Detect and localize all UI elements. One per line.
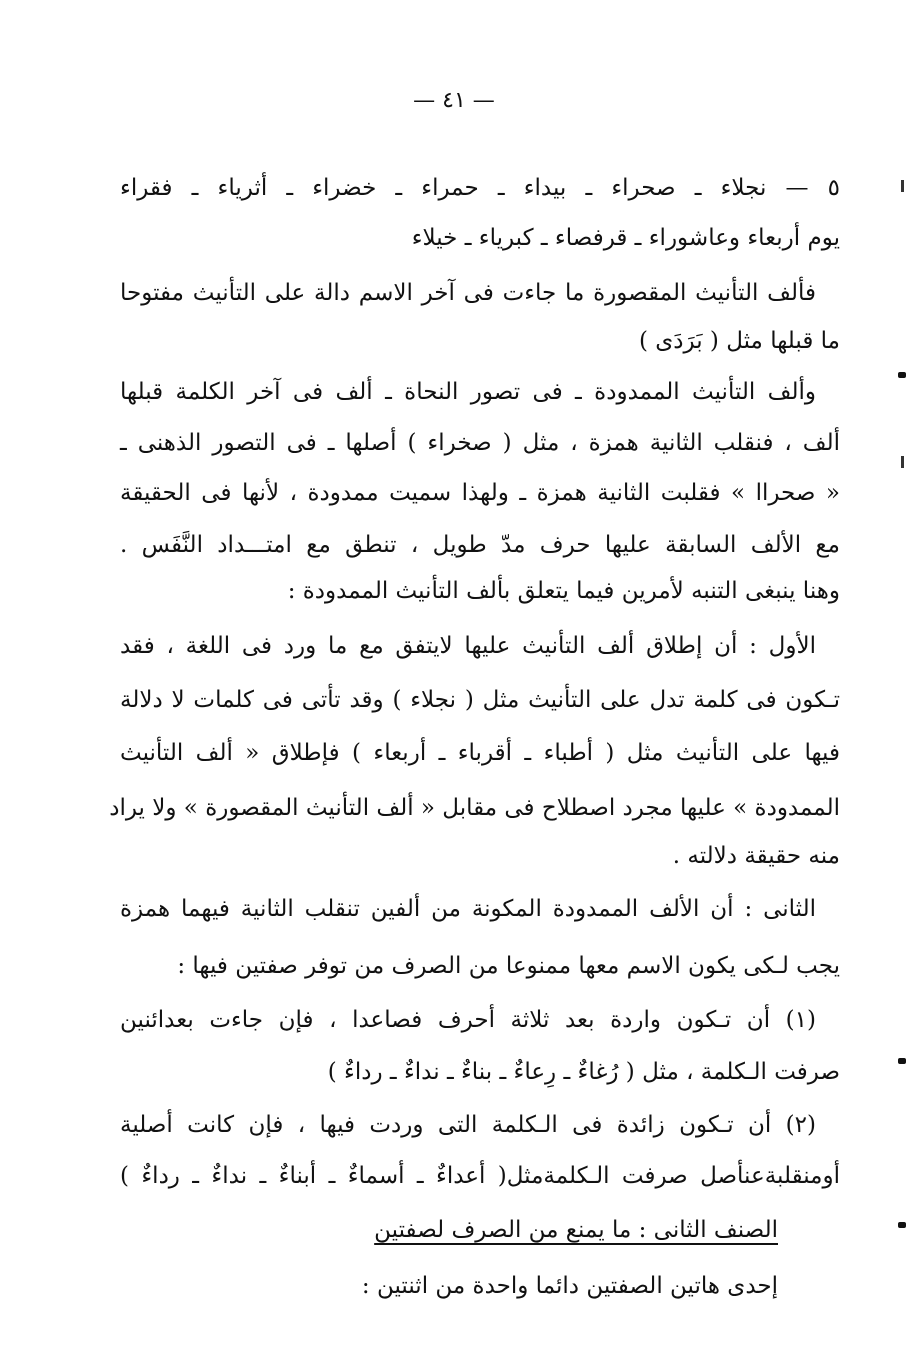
text-line-10: الأول : أن إطلاق ألف التأنيث عليها لايتفق مع ما ورد فى اللغة ، فقد — [120, 633, 816, 659]
text-line-11: تـكون فى كلمة تدل على التأنيث مثل ( نجلاء ) وقد تأتى فى كلمات لا دلالة — [120, 687, 840, 713]
text-line-8: مع الألف السابقة عليها حرف مدّ طويل ، تنطق مع امتـــداد النَّفَس . — [120, 532, 840, 558]
text-line-7: « صحراا » فقلبت الثانية همزة ـ ولهذا سميت ممدودة ، لأنها فى الحقيقة — [120, 480, 840, 506]
text-line-16: يجب لـكى يكون الاسم معها ممنوعا من الصرف من توفر صفتين فيها : — [177, 953, 840, 979]
text-line-3: فألف التأنيث المقصورة ما جاءت فى آخر الاسم دالة على التأنيث مفتوحا — [120, 280, 816, 306]
text-line-5: وألف التأنيث الممدودة ـ فى تصور النحاة ـ ألف فى آخر الكلمة قبلها — [120, 379, 816, 405]
text-line-22: إحدى هاتين الصفتين دائما واحدة من اثنتين : — [361, 1273, 778, 1299]
page-number: — ٤١ — — [413, 88, 495, 113]
text-line-2: يوم أربعاء وعاشوراء ـ قرفصاء ـ كبرياء ـ خيلاء — [411, 225, 840, 251]
text-line-20: أومنقلبةعنأصل صرفت الـكلمةمثل( أعداءٌ ـ أسماءٌ ـ أبناءٌ ـ نداءٌ ـ رداءٌ ) — [120, 1163, 840, 1189]
text-line-15: الثانى : أن الألف الممدودة المكونة من ألفين تنقلب الثانية فيهما همزة — [120, 896, 816, 922]
text-line-17: (١) أن تـكون واردة بعد ثلاثة أحرف فصاعدا ، فإن جاءت بعدائنين — [120, 1007, 816, 1033]
text-line-13: الممدودة » عليها مجرد اصطلاح فى مقابل « ألف التأنيث المقصورة » ولا يراد — [109, 795, 840, 821]
scan-edge-mark — [901, 456, 904, 468]
section-heading — [120, 1214, 778, 1246]
text-line-19: (٢) أن تـكون زائدة فى الـكلمة التى وردت فيها ، فإن كانت أصلية — [120, 1112, 816, 1138]
text-line-6: ألف ، فنقلب الثانية همزة ، مثل ( صخراء ) أصلها ـ فى التصور الذهنى ـ — [120, 430, 840, 456]
scan-edge-mark — [898, 372, 906, 378]
scan-edge-mark — [898, 1222, 906, 1228]
text-line-12: فيها على التأنيث مثل ( أطباء ـ أقرباء ـ أربعاء ) فإطلاق « ألف التأنيث — [120, 740, 840, 766]
scan-edge-mark — [898, 1058, 906, 1064]
text-line-14: منه حقيقة دلالته . — [672, 843, 840, 869]
text-line-4: ما قبلها مثل ( بَرَدَى ) — [638, 328, 840, 354]
scan-edge-mark — [901, 180, 904, 192]
text-line-18: صرفت الـكلمة ، مثل ( رُغاءٌ ـ رِعاءٌ ـ بناءٌ ـ نداءٌ ـ رداءٌ ) — [327, 1059, 840, 1085]
section-heading-text: الصنف الثانى : ما يمنع من الصرف لصفتين — [374, 1217, 778, 1243]
text-line-9: وهنا ينبغى التنبه لأمرين فيما يتعلق بألف التأنيث الممدودة : — [287, 578, 840, 604]
text-line-1: ٥ — نجلاء ـ صحراء ـ بيداء ـ حمراء ـ خضراء ـ أثرياء ـ فقراء — [120, 175, 840, 201]
